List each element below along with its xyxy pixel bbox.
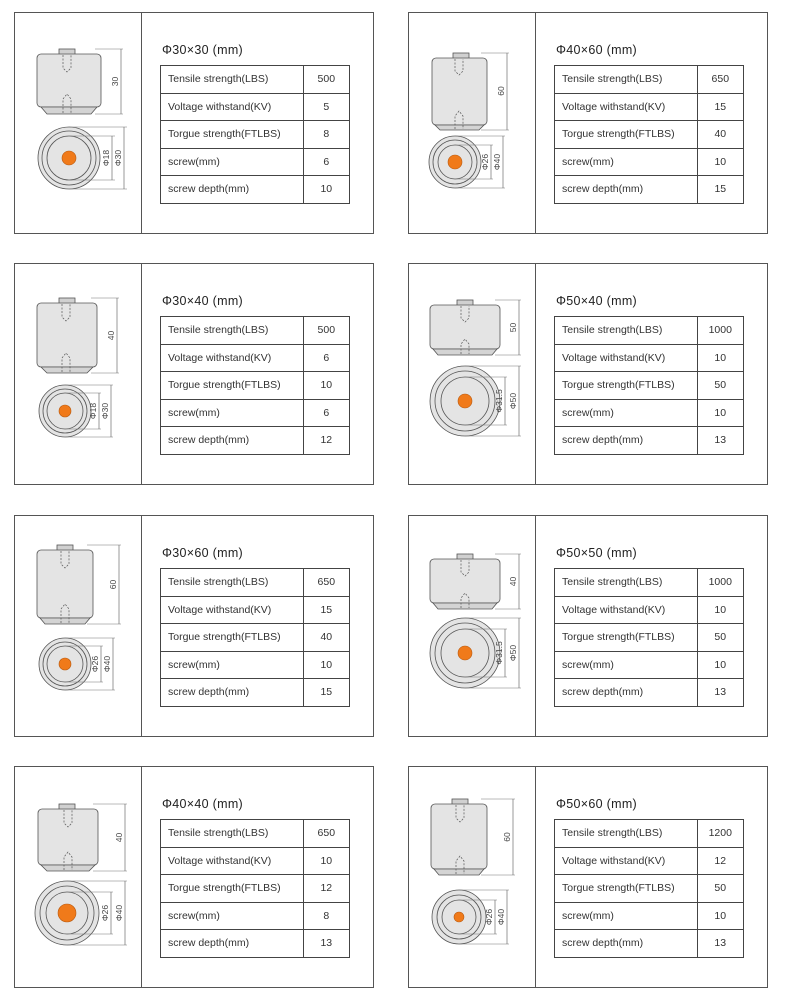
spec-label: Torgue strength(FTLBS) (555, 624, 698, 652)
inner-diameter-label: Φ31.5 (494, 641, 504, 665)
table-row (555, 93, 744, 121)
spec-label: screw(mm) (161, 902, 304, 930)
spec-value: 13 (303, 930, 349, 958)
outer-diameter-label: Φ50 (508, 644, 518, 662)
spec-table (554, 568, 744, 707)
spec-value: 6 (303, 399, 349, 427)
spec-value: 15 (697, 176, 743, 204)
table-row (161, 372, 350, 400)
table-row (555, 651, 744, 679)
spec-value: 40 (697, 121, 743, 149)
spec-value: 12 (697, 847, 743, 875)
spec-label: screw depth(mm) (161, 427, 304, 455)
height-label: 60 (496, 86, 506, 96)
inner-diameter-label: Φ26 (480, 153, 490, 171)
card-title: Φ30×40 (mm) (162, 294, 244, 308)
inner-diameter-label: Φ26 (90, 655, 100, 673)
spec-value: 10 (303, 176, 349, 204)
spec-label: Voltage withstand(KV) (555, 93, 698, 121)
height-label: 40 (106, 330, 116, 341)
spec-label: Torgue strength(FTLBS) (161, 121, 304, 149)
card-divider (141, 516, 142, 736)
spec-label: screw(mm) (555, 651, 698, 679)
spec-label: screw depth(mm) (161, 679, 304, 707)
spec-card (14, 515, 374, 737)
card-divider (535, 264, 536, 484)
spec-value: 650 (303, 820, 349, 848)
card-title: Φ30×30 (mm) (162, 43, 244, 57)
spec-value: 1200 (697, 820, 743, 848)
outer-diameter-label: Φ30 (100, 402, 110, 420)
height-label: 40 (508, 576, 518, 587)
spec-label: Voltage withstand(KV) (161, 596, 304, 624)
spec-table (554, 316, 744, 455)
spec-label: Tensile strength(LBS) (555, 820, 698, 848)
spec-value: 8 (303, 902, 349, 930)
spec-table (554, 65, 744, 204)
table-row (161, 399, 350, 427)
spec-label: screw depth(mm) (555, 930, 698, 958)
spec-value: 50 (697, 372, 743, 400)
spec-value: 10 (697, 148, 743, 176)
spec-value: 15 (303, 596, 349, 624)
insulator-drawing (15, 767, 141, 987)
table-row (161, 679, 350, 707)
spec-label: Tensile strength(LBS) (161, 820, 304, 848)
inner-diameter-label: Φ26 (100, 904, 110, 922)
spec-value: 500 (303, 66, 349, 94)
spec-card (408, 263, 768, 485)
card-title: Φ40×40 (mm) (162, 797, 244, 811)
table-row (161, 176, 350, 204)
table-row (555, 176, 744, 204)
outer-diameter-label: Φ40 (102, 655, 112, 673)
spec-value: 13 (697, 930, 743, 958)
spec-value: 10 (303, 847, 349, 875)
card-divider (141, 264, 142, 484)
spec-label: screw(mm) (555, 148, 698, 176)
spec-table (554, 819, 744, 958)
card-title: Φ30×60 (mm) (162, 546, 244, 560)
spec-value: 500 (303, 317, 349, 345)
spec-value: 13 (697, 427, 743, 455)
outer-diameter-label: Φ40 (496, 908, 506, 926)
card-divider (535, 13, 536, 233)
table-row (555, 66, 744, 94)
spec-value: 10 (697, 399, 743, 427)
spec-label: Tensile strength(LBS) (555, 317, 698, 345)
spec-value: 13 (697, 679, 743, 707)
spec-label: Tensile strength(LBS) (555, 569, 698, 597)
spec-value: 15 (697, 93, 743, 121)
card-title: Φ40×60 (mm) (556, 43, 638, 57)
table-row (555, 148, 744, 176)
spec-card (408, 12, 768, 234)
spec-label: Tensile strength(LBS) (161, 317, 304, 345)
spec-label: Voltage withstand(KV) (161, 344, 304, 372)
insulator-drawing (409, 264, 535, 484)
table-row (161, 427, 350, 455)
card-divider (141, 767, 142, 987)
height-label: 60 (502, 832, 512, 842)
spec-label: screw(mm) (161, 399, 304, 427)
table-row (555, 427, 744, 455)
spec-value: 10 (303, 651, 349, 679)
inner-diameter-label: Φ18 (88, 402, 98, 420)
table-row (555, 569, 744, 597)
inner-diameter-label: Φ18 (101, 149, 111, 167)
spec-label: screw depth(mm) (161, 176, 304, 204)
table-row (161, 820, 350, 848)
card-title: Φ50×40 (mm) (556, 294, 638, 308)
height-label: 30 (110, 76, 120, 87)
table-row (555, 344, 744, 372)
spec-label: Torgue strength(FTLBS) (161, 624, 304, 652)
table-row (161, 596, 350, 624)
spec-value: 10 (697, 344, 743, 372)
insulator-drawing (15, 13, 141, 233)
spec-value: 1000 (697, 317, 743, 345)
insulator-drawing (15, 516, 141, 736)
spec-label: screw depth(mm) (555, 679, 698, 707)
spec-label: Voltage withstand(KV) (555, 847, 698, 875)
spec-label: Voltage withstand(KV) (555, 596, 698, 624)
spec-value: 6 (303, 148, 349, 176)
spec-card (408, 515, 768, 737)
spec-label: Voltage withstand(KV) (161, 93, 304, 121)
spec-label: Tensile strength(LBS) (161, 66, 304, 94)
table-row (161, 875, 350, 903)
spec-label: Torgue strength(FTLBS) (161, 875, 304, 903)
spec-value: 6 (303, 344, 349, 372)
table-row (555, 875, 744, 903)
spec-label: screw(mm) (555, 399, 698, 427)
spec-label: Torgue strength(FTLBS) (555, 875, 698, 903)
spec-card (408, 766, 768, 988)
height-label: 50 (508, 322, 518, 333)
spec-table (160, 568, 350, 707)
spec-label: Tensile strength(LBS) (161, 569, 304, 597)
spec-card (14, 263, 374, 485)
table-row (555, 624, 744, 652)
spec-value: 15 (303, 679, 349, 707)
spec-value: 10 (697, 902, 743, 930)
insulator-drawing (15, 264, 141, 484)
spec-value: 12 (303, 427, 349, 455)
spec-value: 5 (303, 93, 349, 121)
height-label: 40 (114, 832, 124, 843)
spec-label: Torgue strength(FTLBS) (555, 121, 698, 149)
spec-label: screw(mm) (161, 651, 304, 679)
table-row (555, 121, 744, 149)
outer-diameter-label: Φ50 (508, 392, 518, 410)
table-row (161, 930, 350, 958)
table-row (555, 317, 744, 345)
table-row (555, 820, 744, 848)
table-row (161, 66, 350, 94)
insulator-drawing (409, 13, 535, 233)
spec-value: 12 (303, 875, 349, 903)
card-title: Φ50×60 (mm) (556, 797, 638, 811)
table-row (555, 847, 744, 875)
spec-card (14, 12, 374, 234)
spec-value: 1000 (697, 569, 743, 597)
spec-value: 10 (697, 596, 743, 624)
table-row (161, 121, 350, 149)
outer-diameter-label: Φ40 (114, 904, 124, 922)
spec-value: 10 (697, 651, 743, 679)
spec-table (160, 819, 350, 958)
table-row (161, 344, 350, 372)
insulator-drawing (409, 516, 535, 736)
spec-label: Torgue strength(FTLBS) (555, 372, 698, 400)
outer-diameter-label: Φ40 (492, 153, 502, 171)
spec-label: Voltage withstand(KV) (161, 847, 304, 875)
table-row (555, 930, 744, 958)
table-row (555, 596, 744, 624)
outer-diameter-label: Φ30 (113, 149, 123, 167)
table-row (161, 93, 350, 121)
table-row (161, 847, 350, 875)
table-row (161, 651, 350, 679)
table-row (161, 569, 350, 597)
spec-value: 650 (303, 569, 349, 597)
table-row (555, 372, 744, 400)
spec-label: screw(mm) (161, 148, 304, 176)
spec-value: 8 (303, 121, 349, 149)
table-row (161, 902, 350, 930)
spec-label: screw depth(mm) (555, 427, 698, 455)
card-title: Φ50×50 (mm) (556, 546, 638, 560)
insulator-drawing (409, 767, 535, 987)
spec-label: Torgue strength(FTLBS) (161, 372, 304, 400)
table-row (161, 624, 350, 652)
spec-value: 50 (697, 875, 743, 903)
spec-value: 650 (697, 66, 743, 94)
card-divider (535, 516, 536, 736)
spec-label: screw(mm) (555, 902, 698, 930)
table-row (161, 317, 350, 345)
spec-value: 10 (303, 372, 349, 400)
spec-value: 50 (697, 624, 743, 652)
spec-table (160, 65, 350, 204)
spec-label: Tensile strength(LBS) (555, 66, 698, 94)
height-label: 60 (108, 579, 118, 590)
table-row (555, 902, 744, 930)
table-row (555, 399, 744, 427)
spec-value: 40 (303, 624, 349, 652)
spec-label: screw depth(mm) (161, 930, 304, 958)
inner-diameter-label: Φ26 (484, 908, 494, 926)
inner-diameter-label: Φ31.5 (494, 389, 504, 413)
spec-label: screw depth(mm) (555, 176, 698, 204)
spec-card (14, 766, 374, 988)
spec-table (160, 316, 350, 455)
spec-label: Voltage withstand(KV) (555, 344, 698, 372)
card-divider (141, 13, 142, 233)
card-divider (535, 767, 536, 987)
table-row (161, 148, 350, 176)
table-row (555, 679, 744, 707)
